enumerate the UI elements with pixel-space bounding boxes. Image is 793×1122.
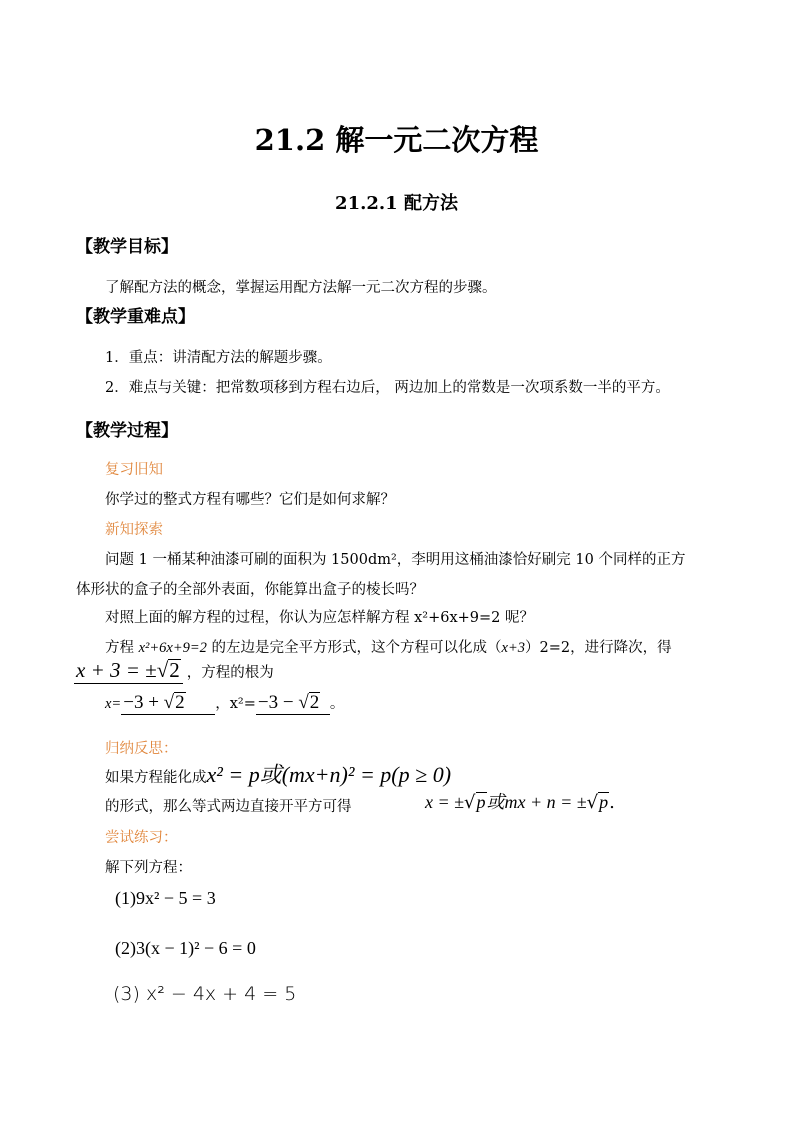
sqrt-sign-icon: √ [298, 692, 309, 713]
root1-radicand: 2 [175, 692, 185, 713]
summary-line2-text: 的形式，那么等式两边直接开平方可得 [105, 799, 352, 815]
root-separator: ，x²= [215, 696, 256, 712]
summary-label: 归纳反思： [105, 741, 178, 757]
section-subtitle: 21.2.1 配方法 [335, 193, 458, 214]
reduced-radicand: 2 [169, 658, 180, 682]
sqrt-sign-icon: √ [163, 692, 175, 713]
problem-line-2: 体形状的盒子的全部外表面，你能算出盒子的棱长吗？ [76, 582, 424, 598]
summary-line1-text: 如果方程能化成 [105, 770, 207, 786]
problem-line-1: 问题 1 一桶某种油漆可刷的面积为 1500dm²，李明用这桶油漆恰好刷完 10 个同样的正方 [105, 552, 686, 568]
root1-value: −3 + [123, 692, 164, 713]
summary-result [425, 788, 615, 814]
eq-tail: ）2=2，进行降次，得 [525, 640, 672, 656]
eq-expression: x²+6x+9=2 [138, 640, 207, 656]
roots-line [105, 692, 344, 715]
keypoints-heading: 【教学重难点】 [76, 307, 195, 327]
explore-label: 新知探索 [105, 522, 163, 538]
eq-prefix: 方程 [105, 640, 139, 656]
review-label: 复习旧知 [105, 462, 163, 478]
keypoint-1: 1．重点：讲清配方法的解题步骤。 [105, 350, 332, 366]
goals-heading: 【教学目标】 [76, 237, 178, 257]
exercise-1: (1)9x² − 5 = 3 [115, 888, 216, 908]
summary-result-radicand-2: p [599, 792, 609, 812]
root2 [256, 692, 330, 715]
document-title: 21.2 解一元二次方程 [254, 123, 539, 157]
eq-middle: 的左边是完全平方形式，这个方程可以化成（ [206, 640, 502, 656]
summary-result-c: . [609, 792, 615, 813]
sqrt-sign-icon: √ [156, 658, 169, 682]
exercise-3: (3) x² − 4x + 4 = 5 [113, 983, 297, 1005]
reduced-equation-line [74, 658, 274, 684]
review-text: 你学过的整式方程有哪些？它们是如何求解？ [105, 492, 395, 508]
roots-intro: ，方程的根为 [186, 665, 274, 681]
practice-label: 尝试练习： [105, 830, 178, 846]
root-end: 。 [329, 696, 345, 712]
process-heading: 【教学过程】 [76, 421, 178, 441]
root1-label: x= [105, 696, 122, 712]
eq-xplus3: x+3 [501, 640, 526, 656]
root2-value: −3 − [257, 692, 299, 713]
summary-line-1 [105, 758, 451, 789]
sqrt-sign-icon: √ [464, 792, 476, 813]
summary-result-radicand-1: p [476, 792, 486, 812]
root2-radicand: 2 [309, 692, 320, 713]
keypoint-2: 2．难点与关键：把常数项移到方程右边后， 两边加上的常数是一次项系数一半的平方。 [105, 380, 670, 396]
summary-formula: x² = p或(mx+n)² = p(p ≥ 0) [206, 762, 452, 787]
practice-intro: 解下列方程： [105, 860, 192, 876]
goals-text: 了解配方法的概念，掌握运用配方法解一元二次方程的步骤。 [105, 280, 497, 296]
exercise-2: (2)3(x − 1)² − 6 = 0 [115, 938, 256, 958]
sqrt-sign-icon: √ [586, 792, 599, 813]
root1 [121, 692, 215, 715]
equation-transform-line [105, 636, 672, 657]
summary-result-b: 或mx + n = ± [486, 792, 587, 812]
reduced-lhs: x + 3 = ± [76, 658, 157, 682]
compare-text: 对照上面的解方程的过程，你认为应怎样解方程 x²+6x+9=2 呢？ [105, 610, 535, 626]
reduced-equation [74, 658, 183, 684]
summary-result-a: x = ± [425, 792, 465, 812]
